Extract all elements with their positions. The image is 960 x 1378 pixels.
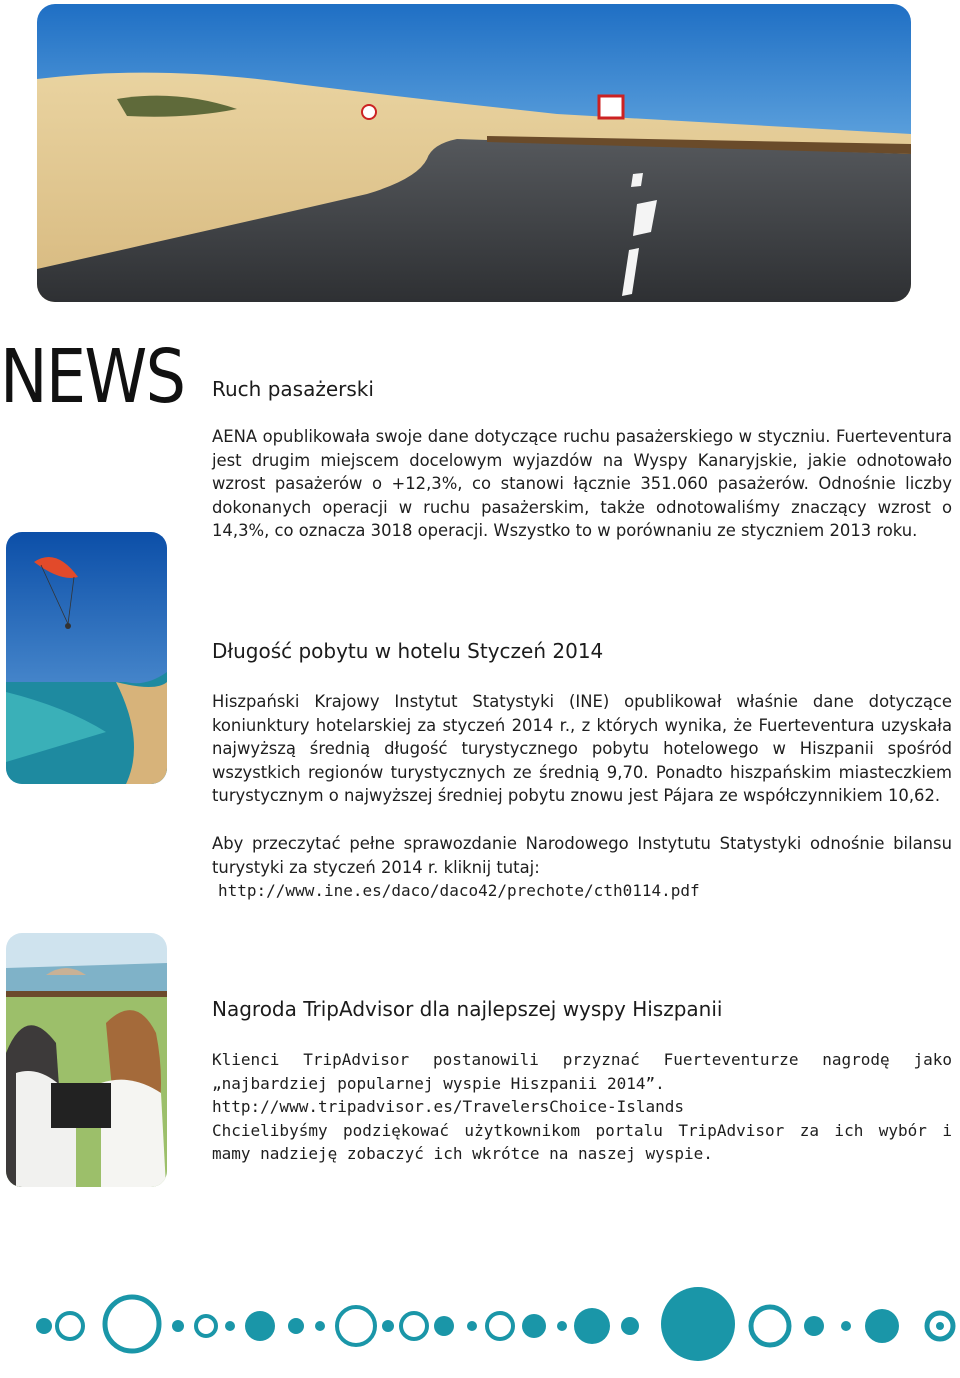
section-title-passenger-traffic: Ruch pasażerski xyxy=(212,377,374,401)
section-title-hotel-stay: Długość pobytu w hotelu Styczeń 2014 xyxy=(212,639,604,663)
circle-dot xyxy=(661,1287,735,1361)
circle-dot xyxy=(557,1321,567,1331)
circle-dot xyxy=(434,1316,454,1336)
section-hotel-stay-body xyxy=(212,690,952,903)
tripadvisor-link[interactable]: http://www.tripadvisor.es/TravelersChoice-Islands xyxy=(212,1097,685,1117)
circle-dot xyxy=(288,1318,304,1334)
paraglider-beach-photo xyxy=(6,532,167,784)
section-title-tripadvisor-award: Nagroda TripAdvisor dla najlepszej wyspy Hiszpanii xyxy=(212,997,723,1021)
tripadvisor-award-text: Klienci TripAdvisor postanowili przyznać Fuerteventurze nagrodę jako „najbardziej popularnej wyspie Hiszpanii 2014”. xyxy=(212,1050,952,1093)
circle-dot xyxy=(841,1321,851,1331)
section-tripadvisor-body xyxy=(212,1048,952,1166)
circle-dot xyxy=(225,1321,235,1331)
hotel-stay-paragraph: Hiszpański Krajowy Instytut Statystyki (INE) opublikował właśnie dane dotyczące koniunktury hotelarskiej za styczeń 2014 r., z których wynika, że Fuerteventura uzyskała najwyższą średnią długość turystycznego pobytu hotelowego w Hiszpanii spośród wszystkich regionów turystycznych ze średnią 9,70. Ponadto hiszpańskim miasteczkiem turystycznym o najwyższej średniej pobytu znowu jest Pájara ze współczynnikiem 10,62. xyxy=(212,692,952,806)
circle-dot xyxy=(522,1314,546,1338)
ine-report-link[interactable]: http://www.ine.es/daco/daco42/prechote/cth0114.pdf xyxy=(218,881,700,901)
section-passenger-traffic-body xyxy=(212,425,952,543)
circle-ring xyxy=(401,1313,427,1339)
circle-dot xyxy=(172,1320,184,1332)
decorative-circles-footer xyxy=(30,1286,960,1366)
circle-ring xyxy=(105,1297,159,1351)
circle-ring xyxy=(751,1307,789,1345)
circle-dot xyxy=(574,1308,610,1344)
circle-ring xyxy=(196,1316,216,1336)
circle-ring xyxy=(487,1313,513,1339)
circle-dot xyxy=(382,1320,394,1332)
circle-dot xyxy=(245,1311,275,1341)
circle-ring xyxy=(337,1307,375,1345)
circle-dot xyxy=(804,1316,824,1336)
desert-road-photo xyxy=(37,4,911,302)
circle-dot xyxy=(315,1321,325,1331)
circle-dot xyxy=(36,1318,52,1334)
hotel-stay-report-paragraph: Aby przeczytać pełne sprawozdanie Narodowego Instytutu Statystyki odnośnie bilansu turystyki za styczeń 2014 r. kliknij tutaj: xyxy=(212,833,952,877)
circle-dot xyxy=(467,1321,477,1331)
circle-dot xyxy=(865,1309,899,1343)
news-heading: NEWS xyxy=(0,334,185,420)
passenger-traffic-paragraph: AENA opublikowała swoje dane dotyczące ruchu pasażerskiego w styczniu. Fuerteventura jest drugim miejscem docelowym wyjazdów na Wyspy Kanaryjskie, jakie odnotowało wzrost pasażerów o +12,3%, co stanowi łącznie 351.060 pasażerów. Odnośnie liczby dokonanych operacji w ruchu pasażerskim, także odnotowaliśmy znaczący wzrost o 14,3%, co oznacza 3018 operacji. Wszystko to w porównaniu ze styczniem 2013 roku. xyxy=(212,427,952,541)
couple-laptop-photo xyxy=(6,933,167,1187)
tripadvisor-thanks-text: Chcielibyśmy podziękować użytkownikom portalu TripAdvisor za ich wybór i mamy nadzieję zobaczyć ich wkrótce na naszej wyspie. xyxy=(212,1120,952,1164)
circle-dot xyxy=(936,1322,944,1330)
circle-dot xyxy=(621,1317,639,1335)
circle-ring xyxy=(57,1313,83,1339)
